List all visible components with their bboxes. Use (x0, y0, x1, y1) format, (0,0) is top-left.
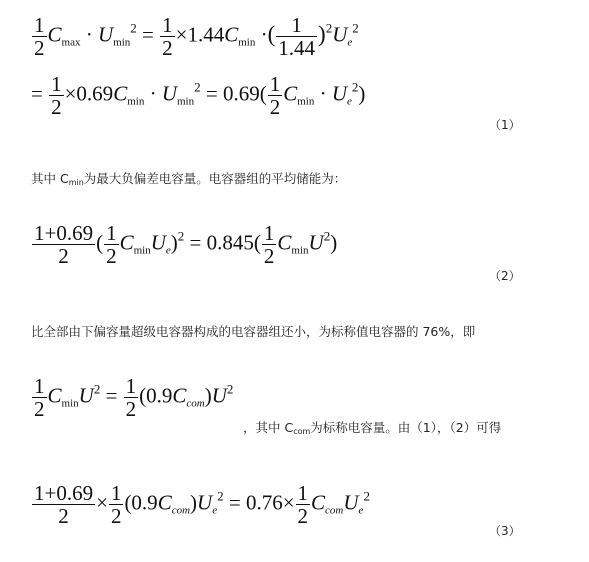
fraction-one-over-1-44: $\frac{1}{1.44}$ (278, 13, 316, 61)
equation-1-line-2: = $\frac{1}{2}$ ×0.69Cmin · Umin$^2$ = 0.69( $\frac{1}{2}$ Cmin · Ue$^2$) (31, 72, 366, 120)
fraction-half: $\frac{1}{2}$ (269, 72, 281, 120)
fraction-one-plus-069-over-2: $\frac{1+0.69}{2}$ (34, 221, 94, 269)
fraction-one-plus-069-over-2: $\frac{1+0.69}{2}$ (34, 481, 94, 529)
equation-3: $\frac{1+0.69}{2}$ × $\frac{1}{2}$ (0.9Ccom)Ue$^2$ = 0.76× $\frac{1}{2}$ CcomUe$^2$ (34, 481, 370, 529)
fraction-half: $\frac{1}{2}$ (297, 481, 309, 529)
fraction-half: $\frac{1}{2}$ (110, 481, 122, 529)
fraction-half: $\frac{1}{2}$ (34, 13, 45, 61)
text-line-76-percent: 比全部由下偏容量超级电容器构成的电容器组还小，为标称值电容器的 76%，即 (31, 324, 476, 339)
fraction-half: $\frac{1}{2}$ (162, 13, 173, 61)
fraction-half: $\frac{1}{2}$ (106, 221, 117, 269)
fraction-half: $\frac{1}{2}$ (34, 374, 45, 422)
equation-ccom: $\frac{1}{2}$ CminU$^2$ = $\frac{1}{2}$ $(0.9Ccom)U^2$ (34, 374, 234, 422)
equation-2-number: （2） (489, 269, 521, 283)
equation-3-number: （3） (489, 524, 521, 538)
text-line-cmin-definition: 其中 $C_{min}$为最大负偏差电容量。电容器组的平均储能为： (31, 171, 347, 187)
equation-1-line-1: $\frac{1}{2}$ Cmax · Umin$^2$ = $\frac{1}{2}$ ×1.44Cmin ·( $\frac{1}{1.44}$ )$^2$Ue$^2$ (34, 13, 359, 61)
fraction-half: $\frac{1}{2}$ (51, 72, 62, 120)
equation-1-number: （1） (489, 118, 521, 132)
fraction-half: $\frac{1}{2}$ (125, 374, 137, 422)
fraction-half: $\frac{1}{2}$ (263, 221, 275, 269)
equation-2: $\frac{1+0.69}{2}$ ( $\frac{1}{2}$ CminUe)$^2$ = 0.845( $\frac{1}{2}$ CminU$^2$) (34, 221, 338, 269)
text-line-ccom-definition: ，其中 $C_{com}$为标称电容量。由（1），（2）可得 (243, 420, 502, 436)
